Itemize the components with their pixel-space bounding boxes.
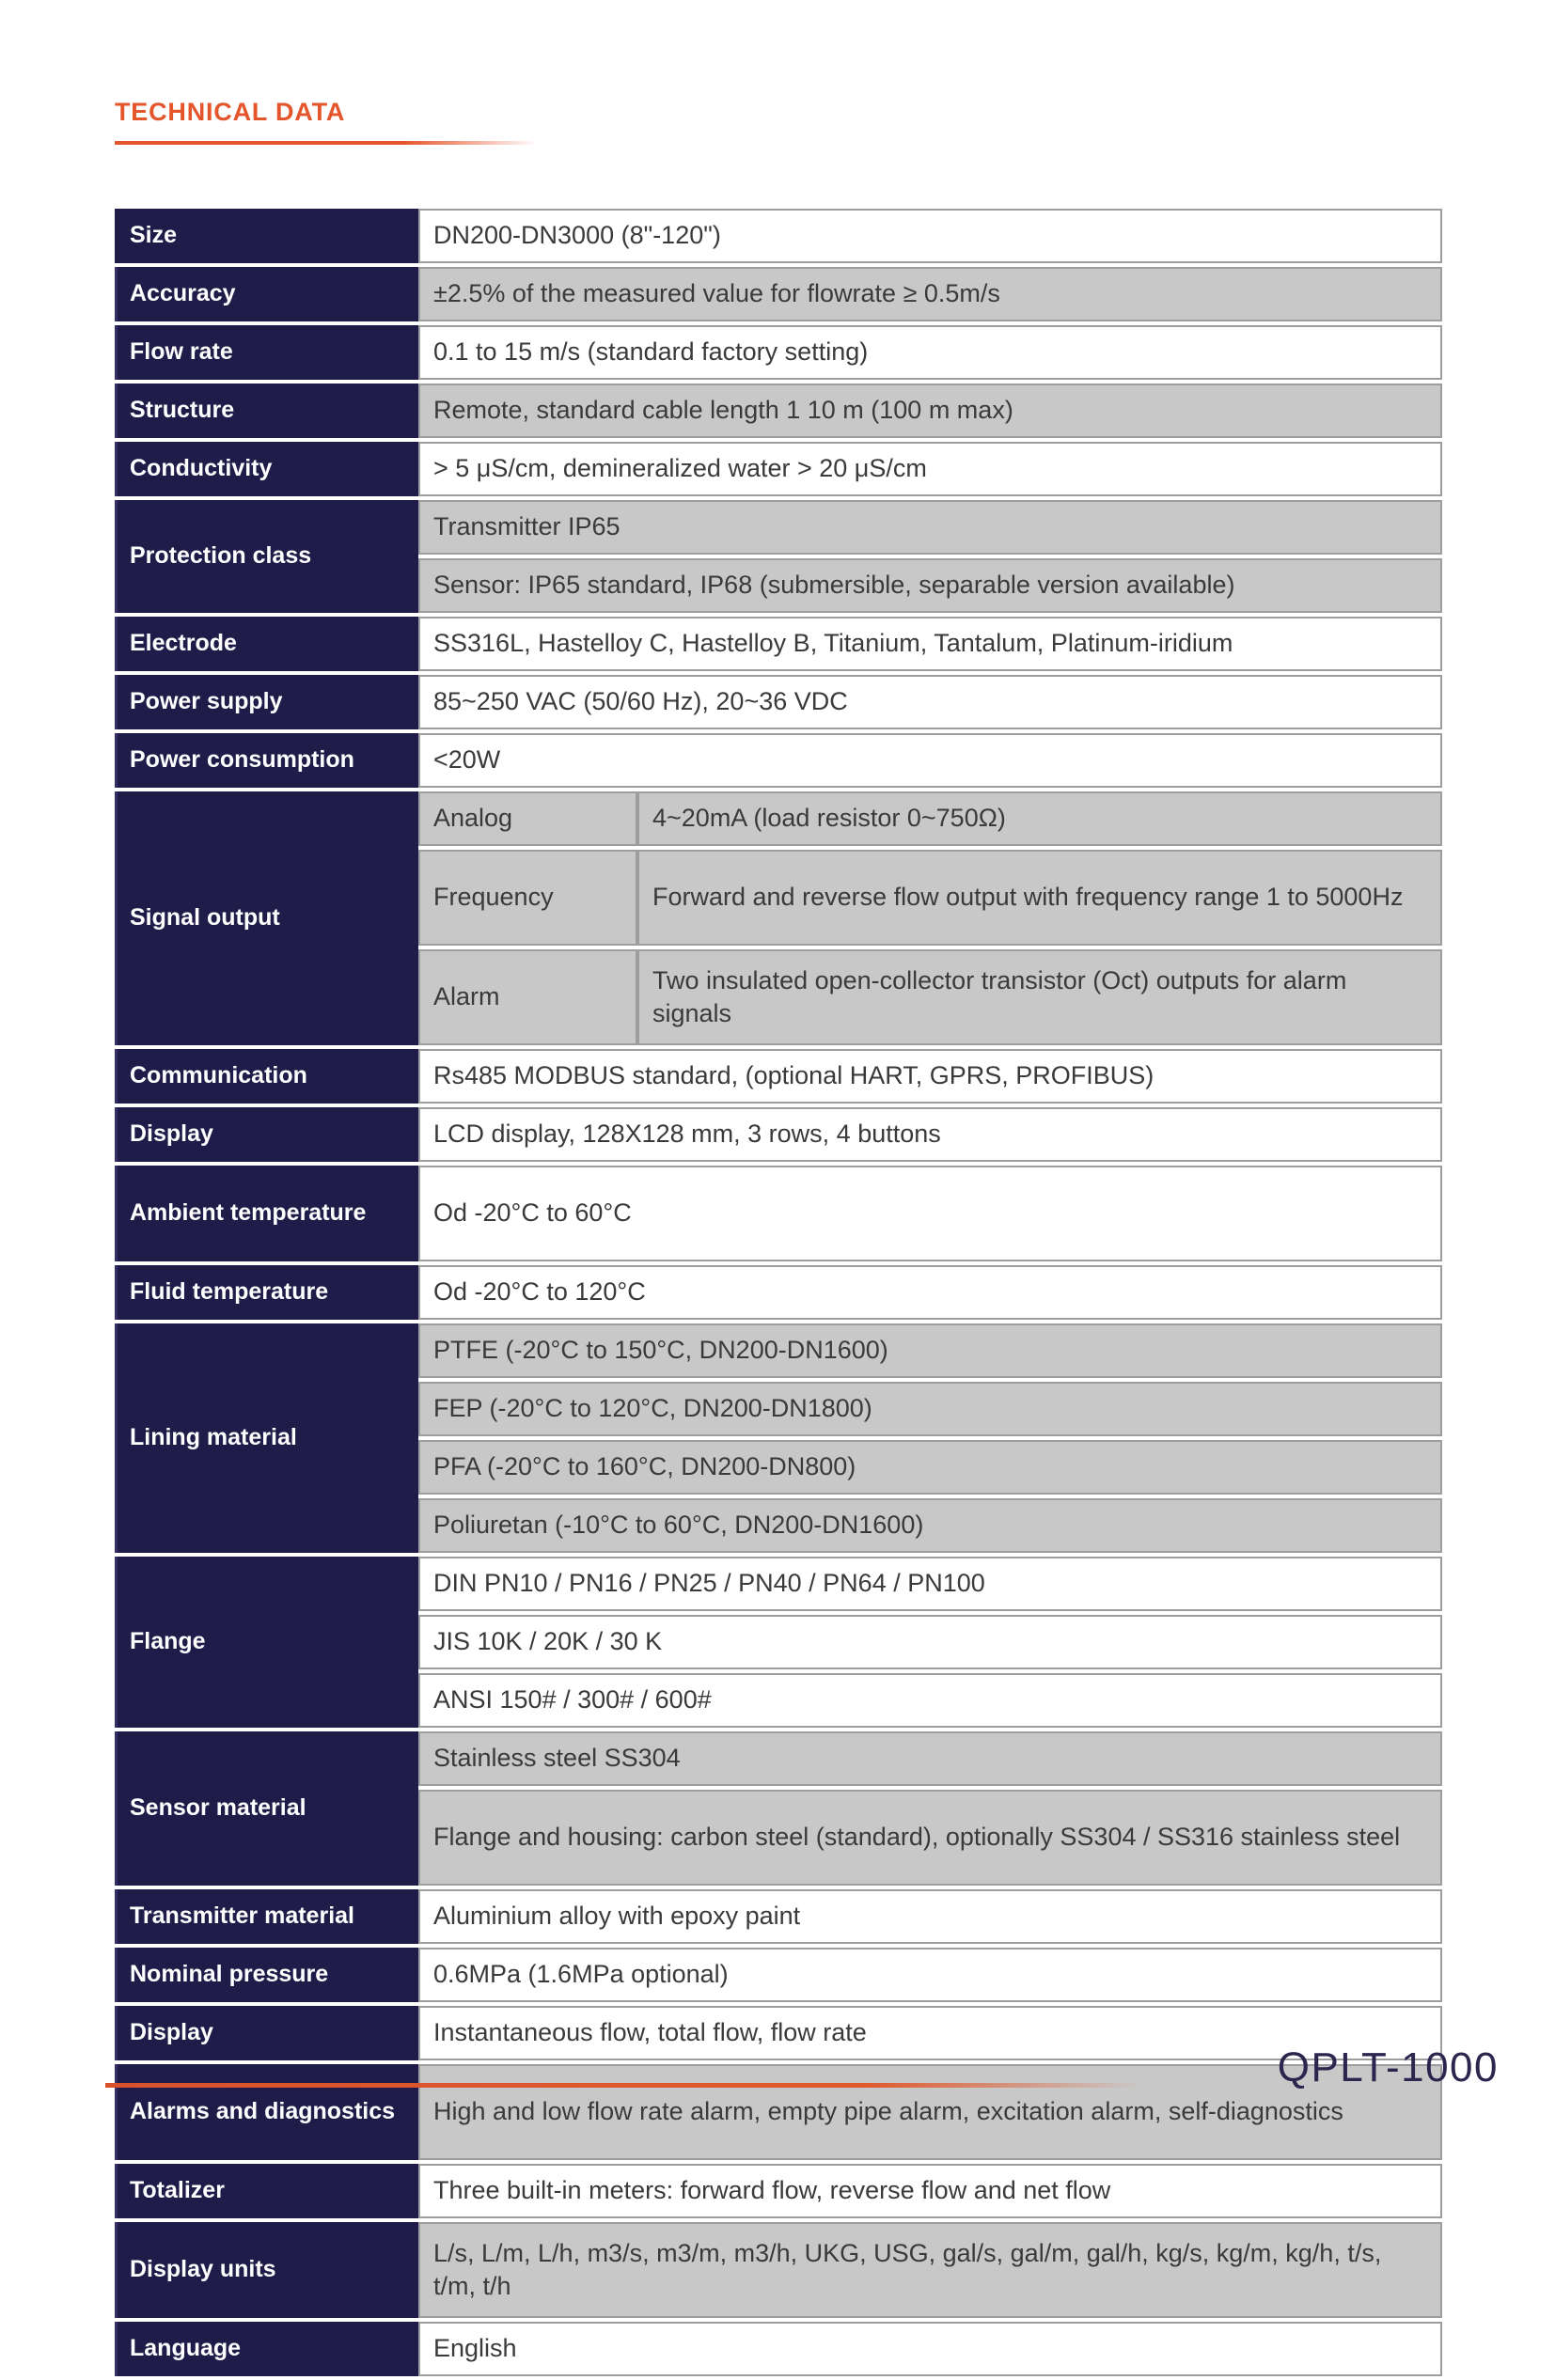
spec-row bbox=[115, 617, 1442, 671]
spec-row bbox=[115, 325, 1442, 380]
spec-row-label: Flange bbox=[115, 1557, 418, 1728]
spec-row-label: Display units bbox=[115, 2222, 418, 2318]
spec-value-cell: > 5 μS/cm, demineralized water > 20 μS/cm bbox=[418, 442, 1442, 496]
spec-row-label: Communication bbox=[115, 1049, 418, 1104]
spec-row-label: Sensor material bbox=[115, 1731, 418, 1886]
spec-row-label: Display bbox=[115, 1107, 418, 1162]
spec-row-label: Signal output bbox=[115, 791, 418, 1045]
spec-row-label: Conductivity bbox=[115, 442, 418, 496]
spec-value-cell: ANSI 150# / 300# / 600# bbox=[418, 1673, 1442, 1728]
spec-value-cell: 0.1 to 15 m/s (standard factory setting) bbox=[418, 325, 1442, 380]
spec-value-cell: Forward and reverse flow output with frequency range 1 to 5000Hz bbox=[637, 850, 1442, 946]
spec-row-label: Flow rate bbox=[115, 325, 418, 380]
spec-row-label: Power consumption bbox=[115, 733, 418, 788]
spec-value-cell: Od -20°C to 60°C bbox=[418, 1166, 1442, 1261]
spec-value-cell: Poliuretan (-10°C to 60°C, DN200-DN1600) bbox=[418, 1498, 1442, 1553]
spec-row bbox=[115, 1889, 1442, 1944]
spec-value-cell: 4~20mA (load resistor 0~750Ω) bbox=[637, 791, 1442, 846]
spec-row bbox=[115, 1049, 1442, 1104]
spec-row bbox=[115, 2164, 1442, 2218]
spec-row-label: Lining material bbox=[115, 1323, 418, 1553]
spec-row-label: Structure bbox=[115, 384, 418, 438]
spec-row-label: Totalizer bbox=[115, 2164, 418, 2218]
spec-value-cell: 0.6MPa (1.6MPa optional) bbox=[418, 1948, 1442, 2002]
spec-row bbox=[115, 384, 1442, 438]
spec-row bbox=[115, 1265, 1442, 1320]
spec-value-cell: DIN PN10 / PN16 / PN25 / PN40 / PN64 / PN100 bbox=[418, 1557, 1442, 1611]
spec-row bbox=[115, 733, 1442, 788]
spec-value-cell: Sensor: IP65 standard, IP68 (submersible, separable version available) bbox=[418, 558, 1442, 613]
spec-value-cell: 85~250 VAC (50/60 Hz), 20~36 VDC bbox=[418, 675, 1442, 729]
spec-value-cell: ±2.5% of the measured value for flowrate ≥ 0.5m/s bbox=[418, 267, 1442, 321]
spec-value-cell: Stainless steel SS304 bbox=[418, 1731, 1442, 1786]
spec-row bbox=[115, 2006, 1442, 2060]
page-content bbox=[115, 98, 1442, 2380]
spec-value-cell: High and low flow rate alarm, empty pipe alarm, excitation alarm, self-diagnostics bbox=[418, 2064, 1442, 2160]
spec-row bbox=[115, 1948, 1442, 2002]
spec-value-cell: L/s, L/m, L/h, m3/s, m3/m, m3/h, UKG, USG, gal/s, gal/m, gal/h, kg/s, kg/m, kg/h, t/s, t/m, t/h bbox=[418, 2222, 1442, 2318]
spec-subcategory-cell: Frequency bbox=[418, 850, 637, 946]
spec-value-cell: PFA (-20°C to 160°C, DN200-DN800) bbox=[418, 1440, 1442, 1495]
spec-value-cell: PTFE (-20°C to 150°C, DN200-DN1600) bbox=[418, 1323, 1442, 1378]
spec-row bbox=[115, 2322, 1442, 2376]
spec-row bbox=[115, 1731, 1442, 1786]
spec-row bbox=[115, 791, 1442, 846]
spec-value-cell: DN200-DN3000 (8"-120") bbox=[418, 209, 1442, 263]
spec-row bbox=[115, 1557, 1442, 1611]
spec-value-cell: Two insulated open-collector transistor (Oct) outputs for alarm signals bbox=[637, 949, 1442, 1045]
spec-row-label: Accuracy bbox=[115, 267, 418, 321]
spec-row-label: Ambient temperature bbox=[115, 1166, 418, 1261]
spec-row-label: Language bbox=[115, 2322, 418, 2376]
spec-value-cell: <20W bbox=[418, 733, 1442, 788]
spec-value-cell: Aluminium alloy with epoxy paint bbox=[418, 1889, 1442, 1944]
spec-row bbox=[115, 1107, 1442, 1162]
spec-row bbox=[115, 2064, 1442, 2160]
spec-row bbox=[115, 209, 1442, 263]
title-underline-rule bbox=[115, 141, 538, 145]
spec-value-cell: Three built-in meters: forward flow, reverse flow and net flow bbox=[418, 2164, 1442, 2218]
section-title: TECHNICAL DATA bbox=[115, 98, 346, 126]
spec-row bbox=[115, 1323, 1442, 1378]
spec-row-label: Size bbox=[115, 209, 418, 263]
spec-row bbox=[115, 442, 1442, 496]
product-code: QPLT-1000 bbox=[1277, 2044, 1499, 2090]
spec-row-label: Nominal pressure bbox=[115, 1948, 418, 2002]
spec-row-label: Protection class bbox=[115, 500, 418, 613]
spec-value-cell: Rs485 MODBUS standard, (optional HART, GPRS, PROFIBUS) bbox=[418, 1049, 1442, 1104]
spec-row-label: Display bbox=[115, 2006, 418, 2060]
spec-value-cell: Instantaneous flow, total flow, flow rate bbox=[418, 2006, 1442, 2060]
spec-row bbox=[115, 267, 1442, 321]
footer-accent-rule bbox=[105, 2083, 1163, 2088]
spec-value-cell: JIS 10K / 20K / 30 K bbox=[418, 1615, 1442, 1669]
technical-data-table bbox=[115, 205, 1442, 2380]
spec-row-label: Electrode bbox=[115, 617, 418, 671]
spec-value-cell: Remote, standard cable length 1 10 m (100 m max) bbox=[418, 384, 1442, 438]
spec-row-label: Transmitter material bbox=[115, 1889, 418, 1944]
spec-value-cell: Transmitter IP65 bbox=[418, 500, 1442, 555]
spec-row-label: Fluid temperature bbox=[115, 1265, 418, 1320]
spec-row bbox=[115, 2222, 1442, 2318]
spec-row-label: Power supply bbox=[115, 675, 418, 729]
spec-table-body bbox=[115, 209, 1442, 2376]
spec-value-cell: LCD display, 128X128 mm, 3 rows, 4 buttons bbox=[418, 1107, 1442, 1162]
spec-subcategory-cell: Analog bbox=[418, 791, 637, 846]
spec-subcategory-cell: Alarm bbox=[418, 949, 637, 1045]
spec-row bbox=[115, 500, 1442, 555]
spec-value-cell: FEP (-20°C to 120°C, DN200-DN1800) bbox=[418, 1382, 1442, 1436]
spec-value-cell: SS316L, Hastelloy C, Hastelloy B, Titanium, Tantalum, Platinum-iridium bbox=[418, 617, 1442, 671]
spec-row-label: Alarms and diagnostics bbox=[115, 2064, 418, 2160]
spec-value-cell: Flange and housing: carbon steel (standard), optionally SS304 / SS316 stainless steel bbox=[418, 1790, 1442, 1886]
spec-value-cell: Od -20°C to 120°C bbox=[418, 1265, 1442, 1320]
spec-row bbox=[115, 1166, 1442, 1261]
spec-value-cell: English bbox=[418, 2322, 1442, 2376]
spec-row bbox=[115, 675, 1442, 729]
